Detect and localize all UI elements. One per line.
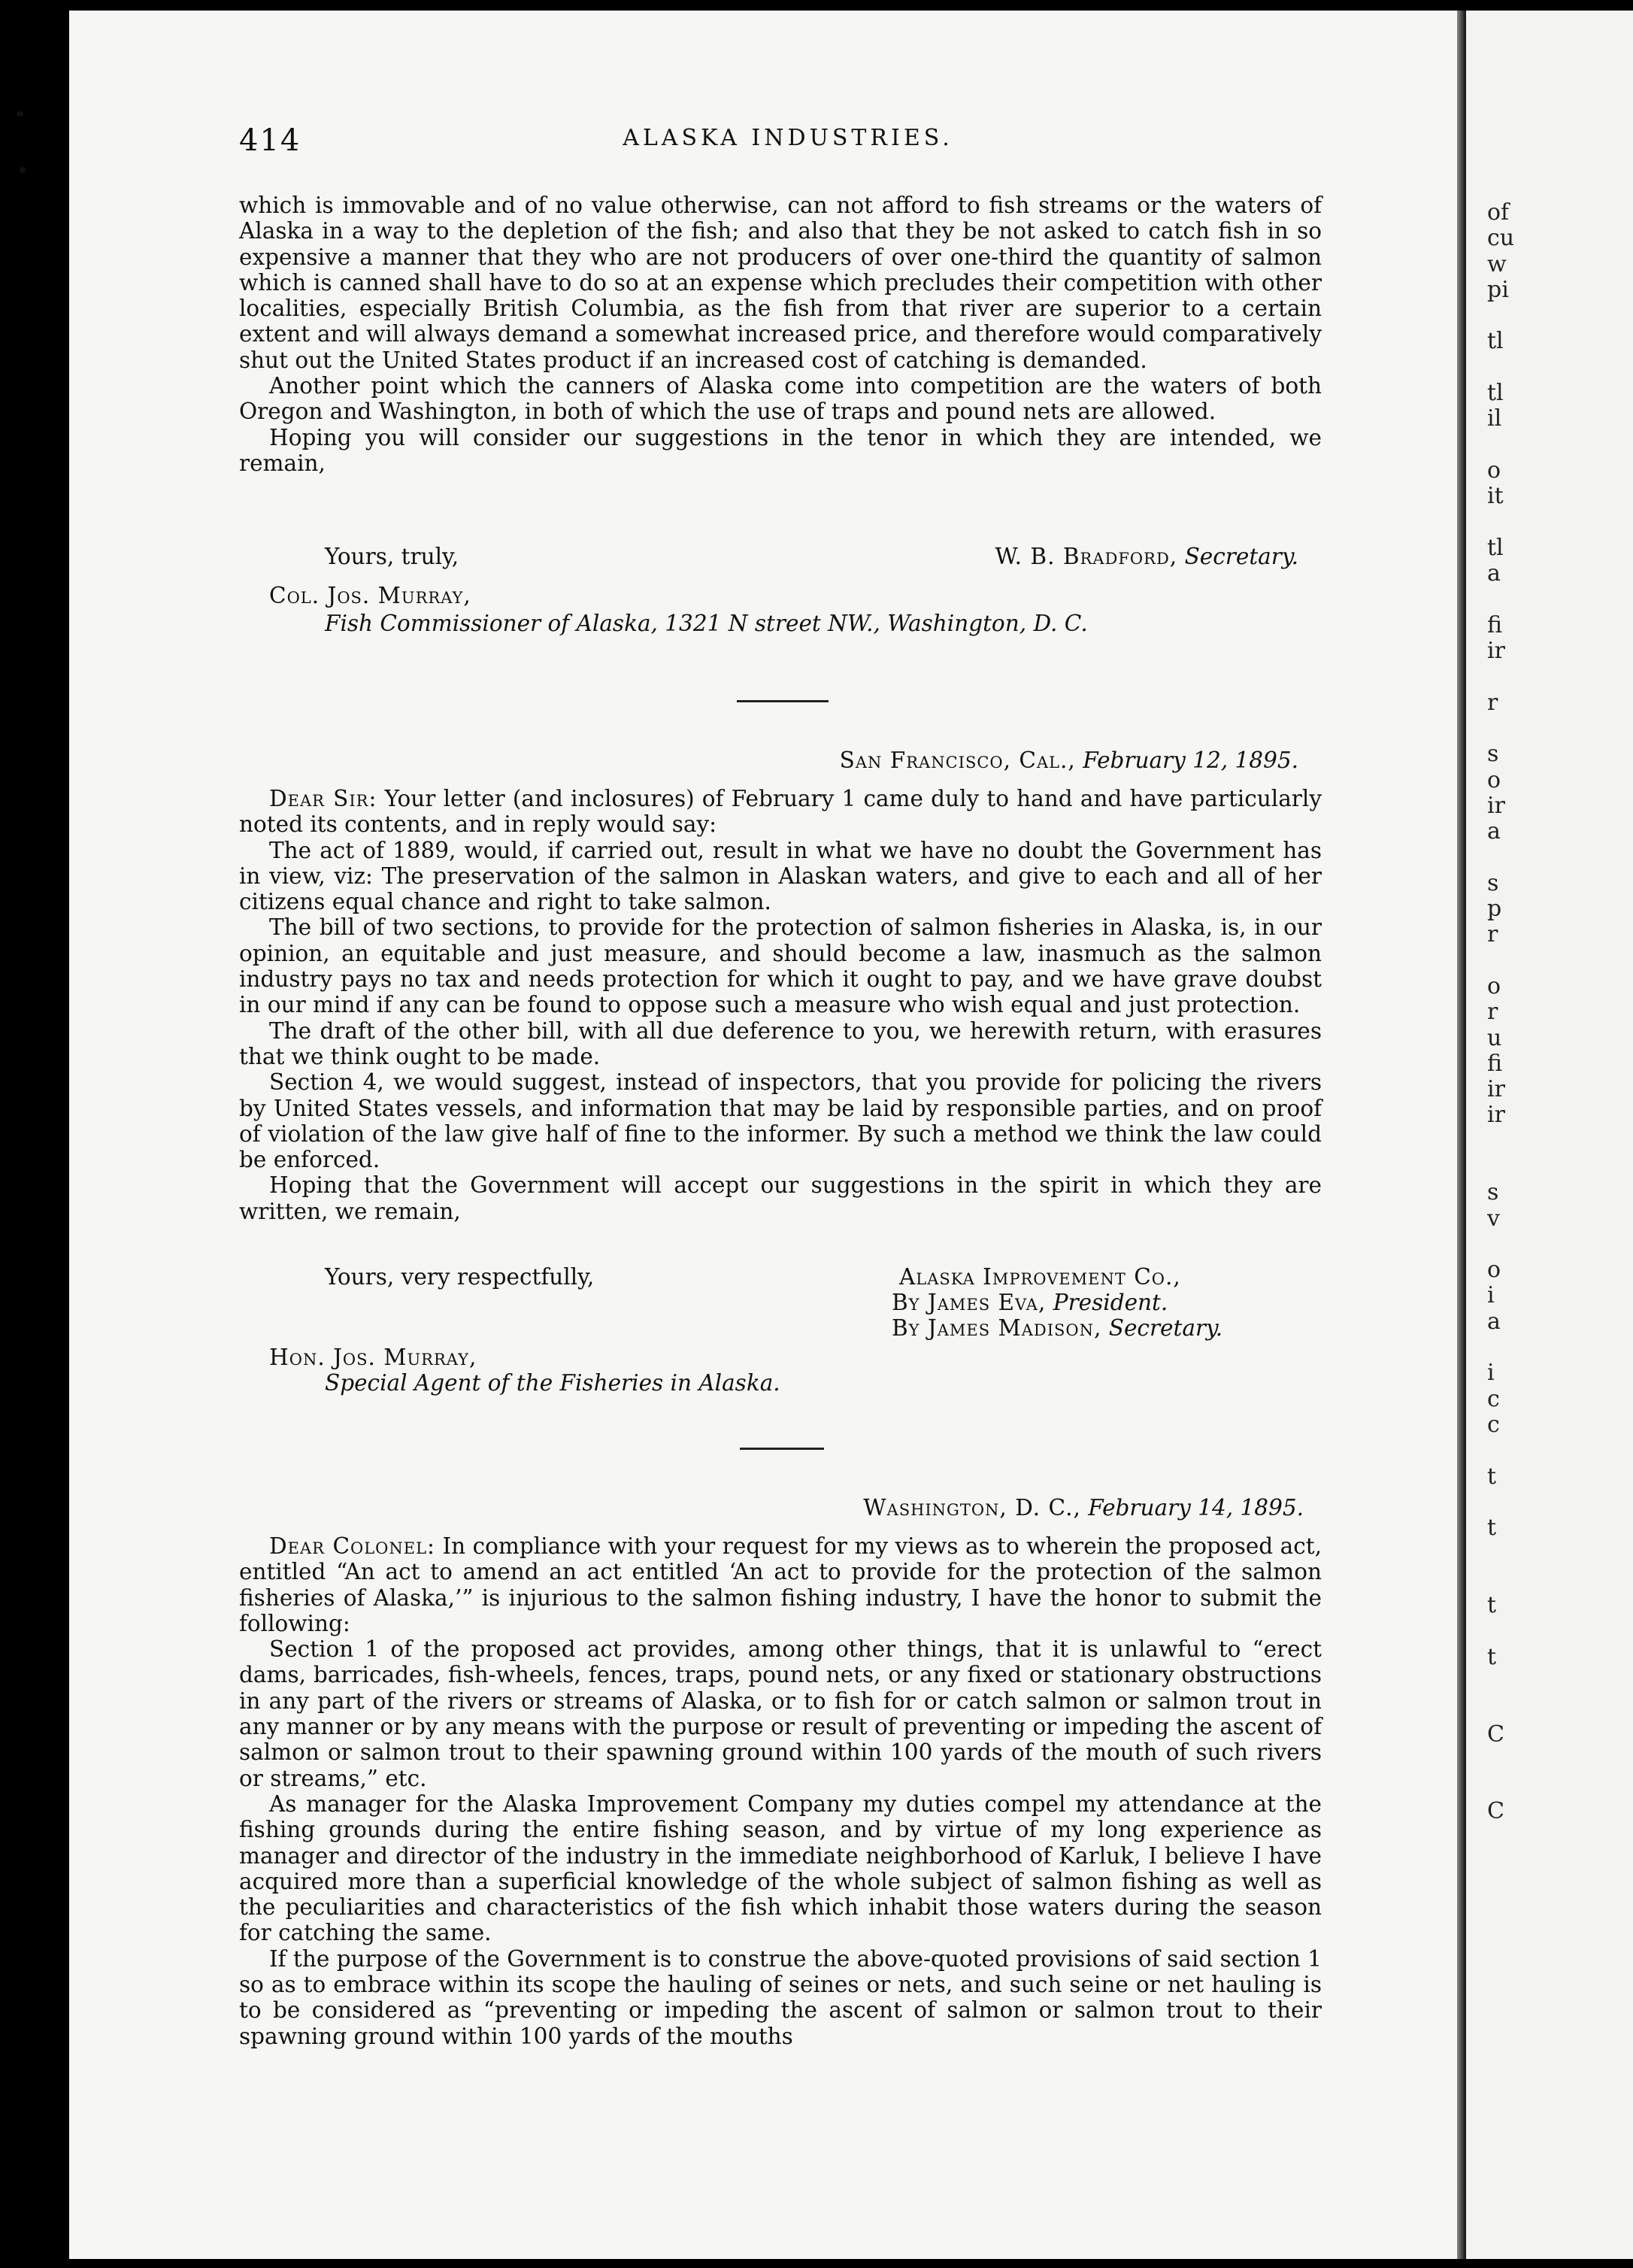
facing-page-fragment: s	[1487, 870, 1499, 896]
letter3-paragraph: If the purpose of the Government is to construe the above-quoted provisions of said section 1 so as to embrace within its scope the hauling of seines or nets, and such seine or net hauling is to be considered as “preventing or impeding the ascent of salmon or salmon trout to their spawning ground within 100 yards of the mouths	[239, 1945, 1322, 2049]
facing-page-text	[1487, 200, 1630, 2186]
facing-page-fragment: i	[1487, 1283, 1495, 1309]
letter3-body	[239, 1533, 1322, 2049]
section-divider	[737, 700, 829, 702]
facing-page-fragment	[1487, 1876, 1630, 1902]
facing-page-fragment: r	[1487, 922, 1498, 948]
facing-page-fragment	[1487, 1154, 1630, 1180]
facing-page-fragment: of	[1487, 200, 1510, 226]
facing-page-fragment	[1487, 1748, 1630, 1773]
facing-page-fragment	[1487, 1670, 1630, 1696]
letter3-dateline	[863, 1495, 1304, 1521]
letter2-paragraph	[239, 786, 1322, 838]
letter3-paragraph: As manager for the Alaska Improvement Company my duties compel my attendance at the fishing grounds during the entire fishing season, and by virtue of my long experience as manager and director of the industry in the immediate neighborhood of Karluk, I believe I have acquired more than a superficial knowledge of the whole subject of salmon fishing as well as the peculiarities and characteristics of the fish which inhabit those waters during the season for catching the same.	[239, 1790, 1322, 1946]
section-divider	[740, 1448, 824, 1450]
letter1-signer: W. B. Bradford,	[995, 544, 1178, 569]
facing-page-fragment: fi	[1487, 1051, 1503, 1077]
facing-page-fragment: ir	[1487, 1102, 1505, 1129]
facing-page-fragment: tl	[1487, 329, 1504, 355]
facing-page-fragment: ir	[1487, 793, 1505, 819]
letter2-signer1-name: By James Eva,	[892, 1290, 1047, 1315]
facing-page-fragment: fi	[1487, 612, 1503, 638]
facing-page-fragment	[1487, 1129, 1630, 1154]
letter2-signer2-title: Secretary.	[1108, 1315, 1223, 1341]
facing-page-fragment	[1487, 432, 1630, 458]
scan-speck-2	[20, 167, 26, 173]
letter1-closing: Yours, truly,	[325, 544, 459, 569]
letter2-dateline	[840, 747, 1298, 773]
facing-page-fragment	[1487, 587, 1630, 612]
facing-page-fragment: pi	[1487, 277, 1509, 303]
facing-page-fragment	[1487, 1903, 1630, 1928]
page-header	[239, 123, 1337, 161]
facing-page-fragment	[1487, 844, 1630, 870]
page-number: 414	[239, 123, 301, 158]
running-title: ALASKA INDUSTRIES.	[623, 125, 953, 151]
letter1-signer-title: Secretary.	[1184, 544, 1298, 569]
facing-page-fragment	[1487, 1335, 1630, 1360]
facing-page-fragment	[1487, 2057, 1630, 2082]
facing-page-fragment: w	[1487, 251, 1507, 277]
facing-page-fragment: a	[1487, 1308, 1501, 1335]
facing-page-fragment	[1487, 2083, 1630, 2109]
letter3-paragraph-text: In compliance with your request for my views as to wherein the proposed act, entitled “An act to amend an act entitled ‘An act to provide for the protection of the salmon fisheries of Alaska,’” is injurious to the salmon fishing industry, I have the honor to submit the following:	[239, 1533, 1322, 1636]
facing-page-fragment: r	[1487, 690, 1498, 716]
facing-page-fragment	[1487, 2006, 1630, 2031]
letter1-signature	[995, 544, 1298, 569]
facing-page-fragment	[1487, 2134, 1630, 2160]
letter2-paragraph: The bill of two sections, to provide for the protection of salmon fisheries in Alaska, is, in our opinion, an equitable and just measure, and should become a law, inasmuch as the salmon industry pays no tax and needs protection for which it ought to pay, and we have grave doubst in our mind if any can be found to oppose such a measure who wish equal and just protection.	[239, 914, 1322, 1018]
facing-page-fragment	[1487, 1567, 1630, 1593]
facing-page-fragment	[1487, 1541, 1630, 1566]
letter1-addressee-title	[325, 611, 1088, 636]
letter2-paragraph: Hoping that the Government will accept our suggestions in the spirit in which they are written, we remain,	[239, 1172, 1322, 1224]
facing-page-fragment: a	[1487, 561, 1501, 587]
facing-page-fragment	[1487, 1773, 1630, 1799]
letter2-paragraph: The act of 1889, would, if carried out, result in what we have no doubt the Government has in view, viz: The preservation of the salmon in Alaskan waters, and give to each and all of her citizens equal chance and right to take salmon.	[239, 837, 1322, 915]
letter2-signer2-name: By James Madison,	[892, 1315, 1102, 1341]
facing-page-fragment: o	[1487, 767, 1501, 793]
letter2-place: San Francisco, Cal.,	[839, 747, 1076, 773]
facing-page-fragment: t	[1487, 1593, 1497, 1619]
facing-page-fragment: o	[1487, 973, 1501, 999]
facing-page-fragment: p	[1487, 896, 1502, 923]
facing-page-fragment: s	[1487, 1180, 1499, 1206]
facing-page-fragment	[1487, 1490, 1630, 1515]
facing-page-fragment	[1487, 716, 1630, 741]
facing-page-fragment: it	[1487, 484, 1504, 510]
facing-page-fragment: t	[1487, 1515, 1497, 1542]
facing-page-fragment	[1487, 1232, 1630, 1257]
facing-page-fragment: i	[1487, 1360, 1495, 1387]
letter1-paragraph: Hoping you will consider our suggestions in the tenor in which they are intended, we remain,	[239, 424, 1322, 476]
letter2-paragraph: Section 4, we would suggest, instead of inspectors, that you provide for policing the rivers by United States vessels, and information that may be laid by responsible parties, and on proof of violation of the law give half of fine to the informer. By such a method we think the law could be enforced.	[239, 1069, 1322, 1173]
letter2-salutation: Dear Sir:	[269, 786, 377, 811]
facing-page-fragment: t	[1487, 1644, 1497, 1670]
letter1-paragraph: which is immovable and of no value otherwise, can not afford to fish streams or the waters of Alaska in a way to the depletion of the fish; and also that they be not asked to catch fish in so expensive a manner that they who are not producers of over one-third the quantity of salmon which is canned shall have to do so at an expense which precludes their competition with other localities, especially British Columbia, as the fish from that river are superior to a certain extent and will always demand a somewhat increased price, and therefore would comparatively shut out the United States product if an increased cost of catching is demanded.	[239, 193, 1322, 373]
letter3-place: Washington, D. C.,	[863, 1495, 1081, 1521]
facing-page-fragment: o	[1487, 1257, 1501, 1284]
letter1-addressee: Col. Jos. Murray,	[269, 583, 471, 608]
facing-page-fragment: C	[1487, 1721, 1504, 1748]
letter2-paragraph-text: Your letter (and inclosures) of February 1 came duly to hand and have particularly noted its contents, and in reply would say:	[239, 786, 1322, 838]
facing-page-fragment	[1487, 1851, 1630, 1876]
facing-page-fragment	[1487, 1825, 1630, 1851]
facing-page-fragment	[1487, 1954, 1630, 1979]
facing-page-fragment	[1487, 1438, 1630, 1463]
letter3-paragraph: Section 1 of the proposed act provides, among other things, that it is unlawful to “erect dams, barricades, fish-wheels, fences, traps, pound nets, or any fixed or stationary obstructions in any part of the rivers or streams of Alaska, or to fish for or catch salmon or salmon trout in any manner or by any means with the purpose or result of preventing or impeding the ascent of salmon or salmon trout to their spawning ground within 100 yards of the mouth of such rivers or streams,” etc.	[239, 1636, 1322, 1791]
facing-page-fragment: r	[1487, 999, 1498, 1026]
letter3-salutation: Dear Colonel:	[269, 1533, 435, 1559]
facing-page-fragment: ir	[1487, 1077, 1505, 1103]
letter2-company: Alaska Improvement Co.,	[899, 1264, 1181, 1290]
facing-page-fragment	[1487, 1928, 1630, 1954]
letter2-signer2	[892, 1315, 1222, 1341]
facing-page-fragment	[1487, 2109, 1630, 2134]
facing-page-fragment: o	[1487, 457, 1501, 484]
letter2-paragraph: The draft of the other bill, with all due deference to you, we herewith return, with erasures that we think ought to be made.	[239, 1017, 1322, 1069]
facing-page-fragment: C	[1487, 1799, 1504, 1825]
facing-page-fragment: ir	[1487, 638, 1505, 665]
facing-page-fragment	[1487, 2031, 1630, 2057]
letter3-paragraph	[239, 1533, 1322, 1636]
facing-page-fragment: cu	[1487, 226, 1515, 252]
letter3-date: February 14, 1895.	[1088, 1495, 1304, 1521]
scan-speck-1	[17, 111, 23, 117]
facing-page-fragment: c	[1487, 1411, 1500, 1438]
facing-page-fragment: t	[1487, 1463, 1497, 1490]
letter2-closing: Yours, very respectfully,	[325, 1264, 595, 1290]
letter2-signer1-title: President.	[1053, 1290, 1168, 1315]
facing-page-fragment	[1487, 1979, 1630, 2005]
letter2-signer1	[892, 1290, 1168, 1315]
facing-page-fragment	[1487, 355, 1630, 381]
letter1-addressee-title-text: Fish Commissioner of Alaska, 1321 N street NW., Washington, D. C.	[325, 611, 1088, 636]
facing-page-fragment: il	[1487, 406, 1502, 432]
facing-page-fragment: u	[1487, 1025, 1502, 1051]
facing-page-fragment: tl	[1487, 381, 1504, 407]
letter2-addressee-title	[325, 1370, 780, 1396]
facing-page-fragment: tl	[1487, 535, 1504, 561]
letter2-addressee: Hon. Jos. Murray,	[269, 1345, 477, 1370]
letter1-body	[239, 193, 1322, 476]
facing-page-fragment: s	[1487, 741, 1499, 768]
letter2-addressee-title-text: Special Agent of the Fisheries in Alaska.	[325, 1370, 780, 1396]
facing-page-fragment	[1487, 510, 1630, 535]
facing-page-fragment	[1487, 303, 1630, 329]
facing-page-fragment	[1487, 1618, 1630, 1644]
facing-page	[1466, 11, 1633, 2259]
facing-page-fragment: a	[1487, 819, 1501, 845]
facing-page-fragment	[1487, 1696, 1630, 1721]
letter2-body	[239, 786, 1322, 1224]
facing-page-fragment	[1487, 664, 1630, 690]
letter1-paragraph: Another point which the canners of Alaska come into competition are the waters of both Oregon and Washington, in both of which the use of traps and pound nets are allowed.	[239, 373, 1322, 425]
facing-page-fragment: v	[1487, 1205, 1500, 1232]
facing-page-fragment	[1487, 2160, 1630, 2186]
facing-page-fragment	[1487, 948, 1630, 974]
letter2-date: February 12, 1895.	[1083, 747, 1298, 773]
facing-page-fragment: c	[1487, 1386, 1500, 1412]
